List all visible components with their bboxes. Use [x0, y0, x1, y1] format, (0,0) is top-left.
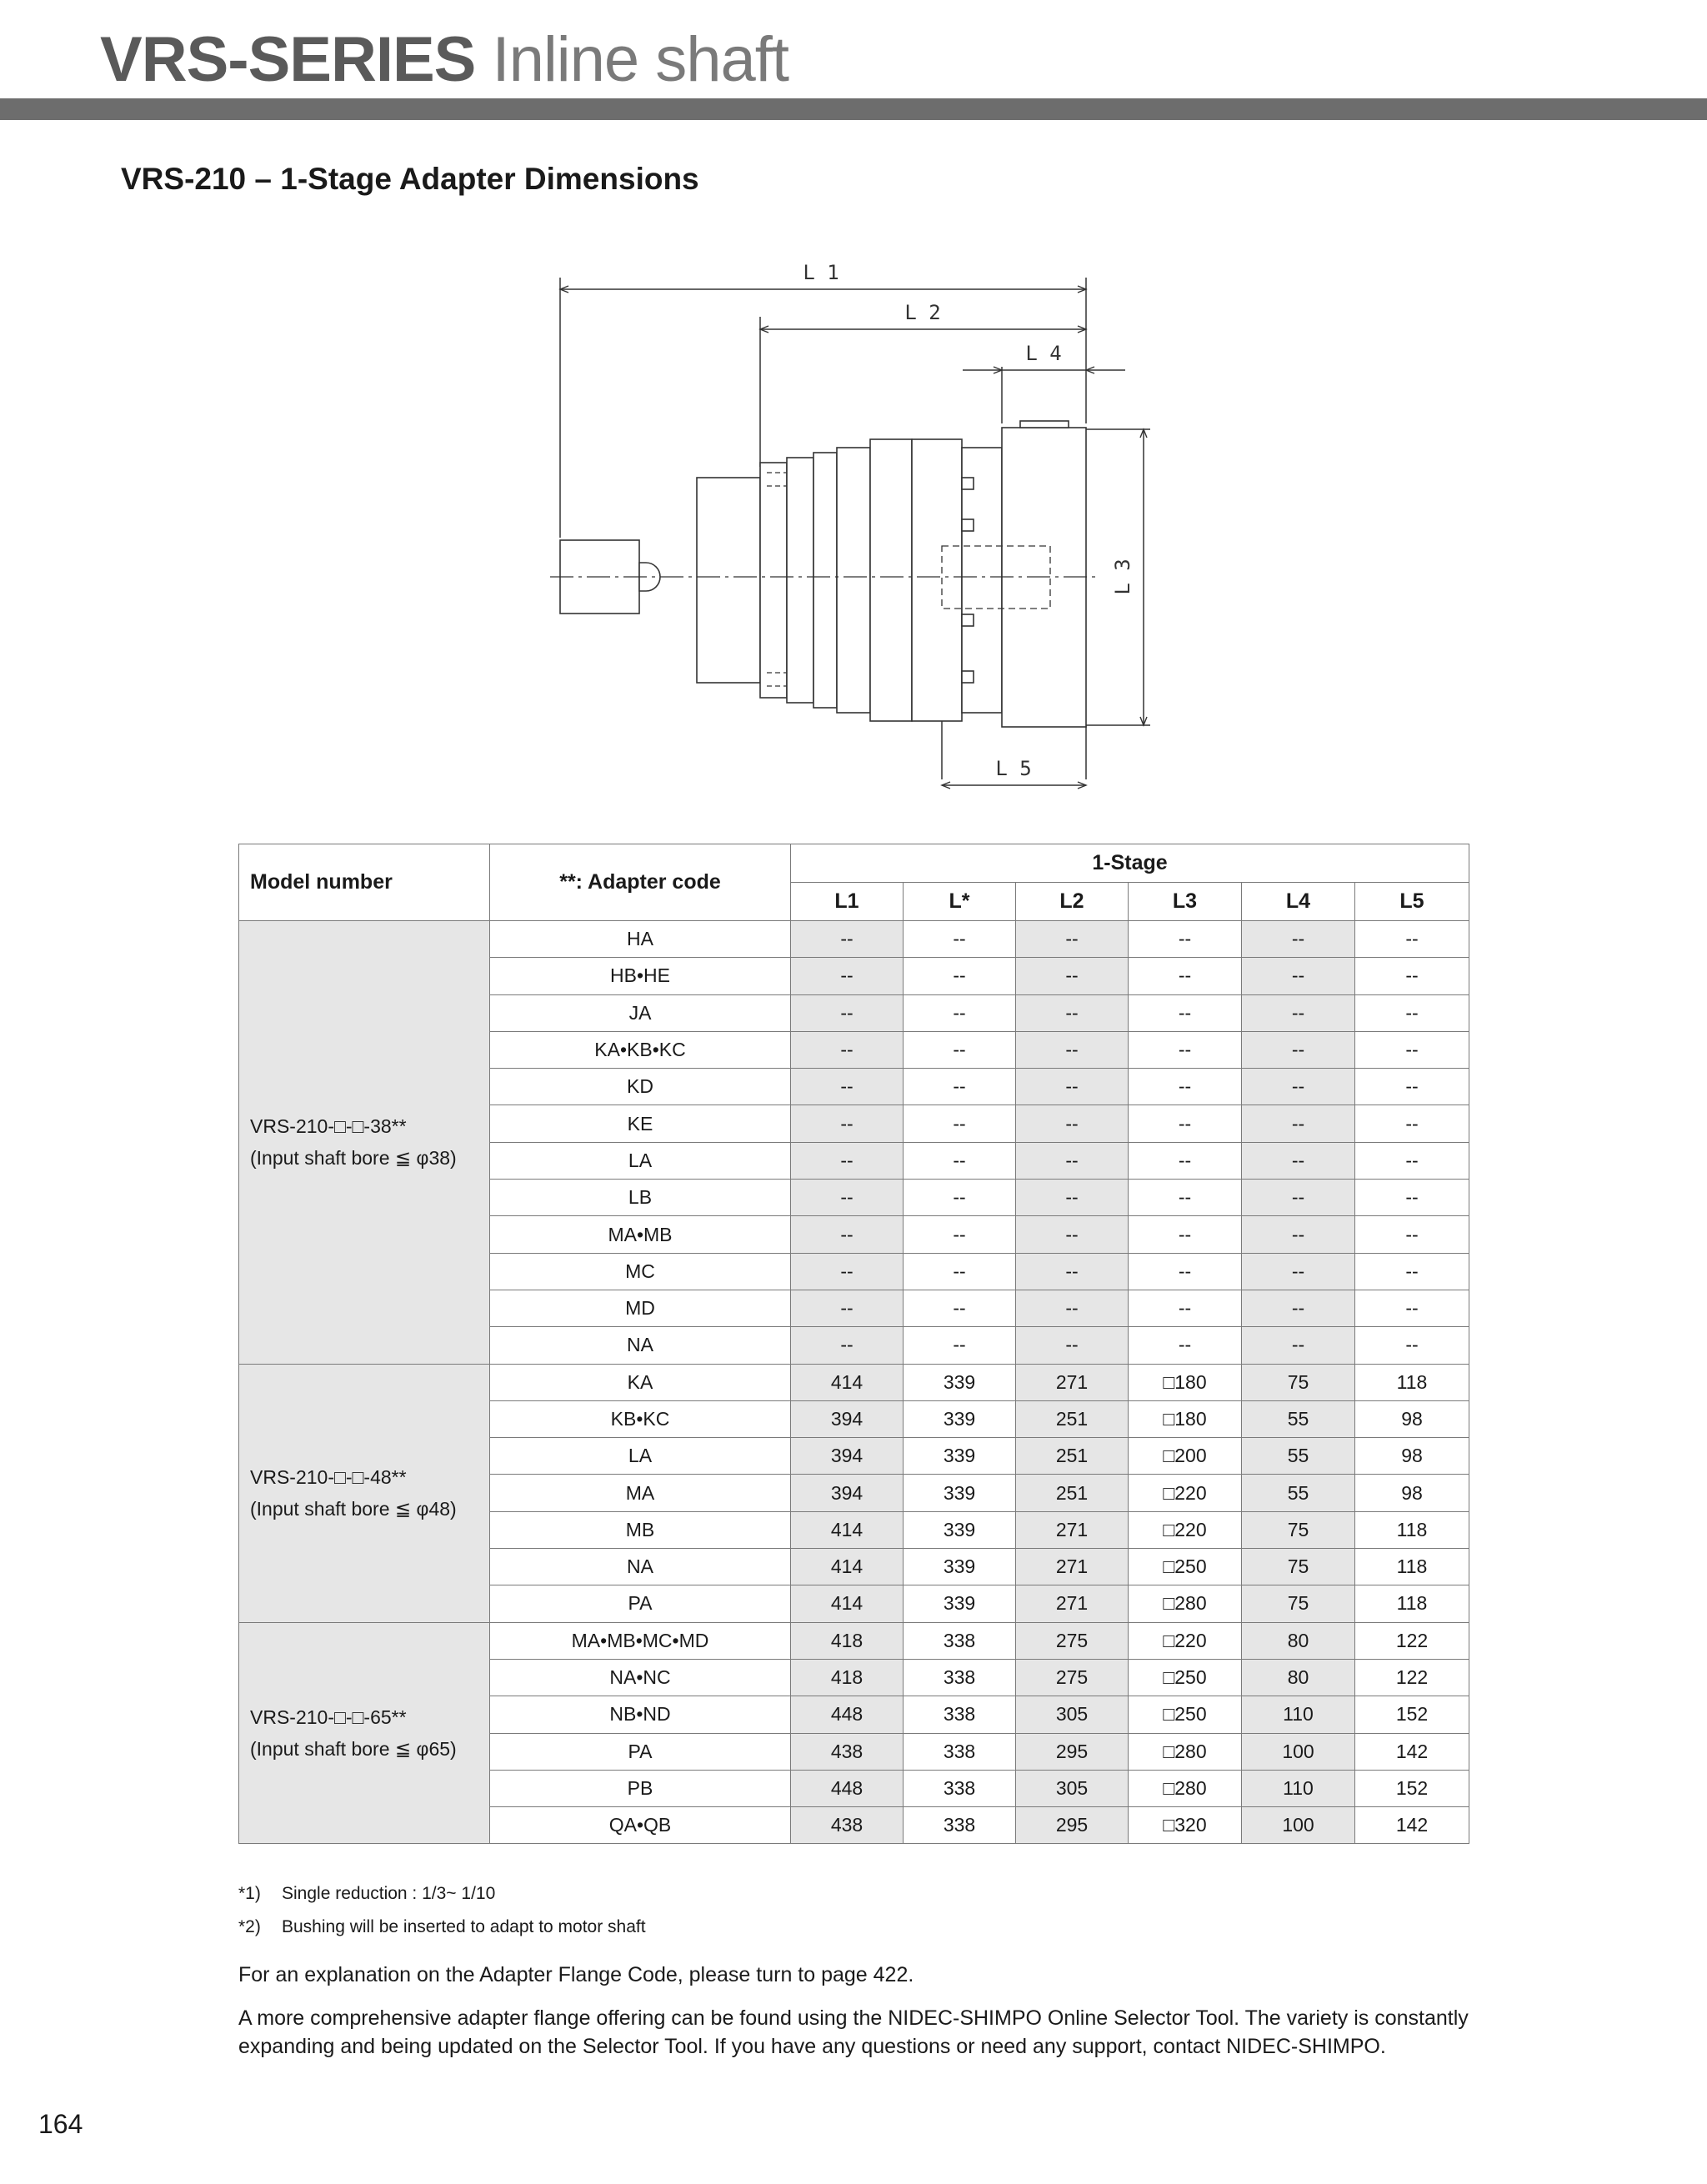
dimension-cell-l4: --: [1242, 1253, 1355, 1290]
dimension-cell-l5: 118: [1355, 1585, 1469, 1622]
dimension-cell-l2: 271: [1016, 1364, 1129, 1400]
dimension-cell-l1: --: [791, 921, 904, 958]
adapter-code-cell: HB•HE: [490, 958, 791, 994]
dimension-cell-l1: --: [791, 1031, 904, 1068]
dimension-cell-l1: --: [791, 1069, 904, 1105]
adapter-code-cell: MC: [490, 1253, 791, 1290]
dimension-cell-l5: 142: [1355, 1807, 1469, 1844]
dimension-cell-l2: --: [1016, 1290, 1129, 1326]
header-col-l3: L3: [1129, 883, 1242, 921]
table-row: [239, 921, 1469, 958]
dimension-cell-l5: --: [1355, 1105, 1469, 1142]
dimension-cell-l4: --: [1242, 994, 1355, 1031]
dimension-cell-l4: 75: [1242, 1549, 1355, 1585]
dimension-cell-l2: --: [1016, 1142, 1129, 1179]
dimension-cell-l2: --: [1016, 1031, 1129, 1068]
header-model-number: Model number: [239, 844, 490, 921]
dimension-cell-l3: □280: [1129, 1770, 1242, 1806]
dimension-cell-l3: --: [1129, 958, 1242, 994]
footnote: [238, 1911, 646, 1944]
dimension-cell-l2: --: [1016, 1216, 1129, 1253]
dimension-cell-l4: 75: [1242, 1511, 1355, 1548]
adapter-code-cell: MD: [490, 1290, 791, 1326]
footnotes: [238, 1877, 646, 1944]
dimension-cell-l5: --: [1355, 994, 1469, 1031]
dimension-cell-l3: □250: [1129, 1696, 1242, 1733]
dimension-cell-l-star: --: [904, 1069, 1016, 1105]
adapter-code-cell: PA: [490, 1733, 791, 1770]
dimension-cell-l-star: 338: [904, 1696, 1016, 1733]
dimension-cell-l2: 295: [1016, 1807, 1129, 1844]
input-shaft-bore: (Input shaft bore ≦ φ48): [250, 1498, 457, 1520]
dimension-cell-l2: --: [1016, 1327, 1129, 1364]
series-name: VRS-SERIES: [100, 24, 476, 95]
model-number: VRS-210-□-□-65**: [250, 1706, 407, 1729]
dimension-cell-l1: 418: [791, 1659, 904, 1696]
dimension-cell-l2: 251: [1016, 1475, 1129, 1511]
dimension-cell-l-star: 339: [904, 1438, 1016, 1475]
dimension-cell-l3: □220: [1129, 1622, 1242, 1659]
model-number-cell: [239, 921, 490, 1365]
dimension-cell-l1: 414: [791, 1585, 904, 1622]
dimension-cell-l-star: 339: [904, 1364, 1016, 1400]
dimension-cell-l5: 118: [1355, 1549, 1469, 1585]
series-subtitle: Inline shaft: [492, 24, 789, 95]
dimension-cell-l3: --: [1129, 1216, 1242, 1253]
dimension-cell-l-star: --: [904, 1105, 1016, 1142]
adapter-code-cell: KB•KC: [490, 1400, 791, 1437]
dimension-cell-l4: 110: [1242, 1770, 1355, 1806]
dimension-cell-l-star: --: [904, 921, 1016, 958]
dimension-cell-l-star: 338: [904, 1622, 1016, 1659]
dimension-cell-l5: 98: [1355, 1400, 1469, 1437]
dimension-cell-l3: --: [1129, 1069, 1242, 1105]
dimension-cell-l2: --: [1016, 1105, 1129, 1142]
dimension-cell-l5: --: [1355, 1180, 1469, 1216]
dimension-cell-l2: 271: [1016, 1585, 1129, 1622]
input-shaft-bore: (Input shaft bore ≦ φ38): [250, 1147, 457, 1170]
adapter-code-cell: NB•ND: [490, 1696, 791, 1733]
dimension-cell-l-star: 338: [904, 1770, 1016, 1806]
dimension-drawing: [517, 254, 1184, 804]
dimension-cell-l-star: --: [904, 1031, 1016, 1068]
dimension-cell-l4: 110: [1242, 1696, 1355, 1733]
dimension-cell-l4: --: [1242, 1069, 1355, 1105]
dimension-cell-l2: --: [1016, 958, 1129, 994]
dimension-cell-l4: 55: [1242, 1400, 1355, 1437]
dimension-cell-l4: --: [1242, 1105, 1355, 1142]
dimension-cell-l4: --: [1242, 1180, 1355, 1216]
dimension-cell-l4: --: [1242, 1216, 1355, 1253]
dimension-cell-l4: 100: [1242, 1733, 1355, 1770]
header-adapter-code: **: Adapter code: [490, 844, 791, 921]
footnote-mark: *2): [238, 1917, 261, 1936]
dimension-cell-l4: 55: [1242, 1438, 1355, 1475]
dimension-cell-l2: 275: [1016, 1622, 1129, 1659]
dimension-cell-l3: --: [1129, 921, 1242, 958]
adapter-code-cell: MA•MB: [490, 1216, 791, 1253]
dimension-cell-l1: 394: [791, 1400, 904, 1437]
dimension-cell-l1: 448: [791, 1770, 904, 1806]
header-col-l1: L1: [791, 883, 904, 921]
dimension-cell-l-star: 339: [904, 1549, 1016, 1585]
dimension-cell-l-star: --: [904, 1216, 1016, 1253]
dimension-cell-l1: --: [791, 1253, 904, 1290]
dimension-cell-l3: □200: [1129, 1438, 1242, 1475]
dimension-cell-l-star: 338: [904, 1807, 1016, 1844]
dimension-cell-l1: 414: [791, 1549, 904, 1585]
dimension-cell-l1: --: [791, 1180, 904, 1216]
dimension-cell-l5: --: [1355, 1069, 1469, 1105]
dimension-cell-l4: 75: [1242, 1585, 1355, 1622]
header-col-l2: L2: [1016, 883, 1129, 921]
dimension-cell-l-star: 339: [904, 1475, 1016, 1511]
adapter-code-cell: KA: [490, 1364, 791, 1400]
dimension-cell-l-star: 338: [904, 1733, 1016, 1770]
dimension-cell-l1: 394: [791, 1475, 904, 1511]
dimension-cell-l3: --: [1129, 1290, 1242, 1326]
dimension-cell-l3: □320: [1129, 1807, 1242, 1844]
dimension-cell-l2: 251: [1016, 1400, 1129, 1437]
footnote-text: Bushing will be inserted to adapt to motor shaft: [282, 1917, 646, 1936]
dimension-cell-l5: --: [1355, 921, 1469, 958]
adapter-code-cell: MB: [490, 1511, 791, 1548]
dimension-cell-l3: □220: [1129, 1475, 1242, 1511]
dimension-cell-l1: 414: [791, 1511, 904, 1548]
dimension-cell-l4: --: [1242, 921, 1355, 958]
dimension-cell-l-star: 338: [904, 1659, 1016, 1696]
dimension-cell-l-star: 339: [904, 1585, 1016, 1622]
dimension-cell-l3: --: [1129, 1180, 1242, 1216]
dimension-cell-l3: --: [1129, 1327, 1242, 1364]
dimension-cell-l4: 80: [1242, 1622, 1355, 1659]
dim-label-l3: L 3: [1111, 559, 1134, 595]
dimension-cell-l5: 142: [1355, 1733, 1469, 1770]
dimension-cell-l2: --: [1016, 1180, 1129, 1216]
dimension-cell-l1: --: [791, 1327, 904, 1364]
adapter-code-cell: PA: [490, 1585, 791, 1622]
dimension-cell-l5: 152: [1355, 1770, 1469, 1806]
dimension-cell-l5: --: [1355, 1142, 1469, 1179]
dimension-cell-l5: 152: [1355, 1696, 1469, 1733]
dimension-cell-l1: --: [791, 1142, 904, 1179]
dimension-cell-l-star: 339: [904, 1511, 1016, 1548]
dim-label-l1: L 1: [803, 261, 839, 284]
adapter-code-cell: KE: [490, 1105, 791, 1142]
dimension-cell-l4: --: [1242, 1327, 1355, 1364]
dimension-cell-l-star: --: [904, 1180, 1016, 1216]
adapter-code-cell: LA: [490, 1438, 791, 1475]
input-shaft-bore: (Input shaft bore ≦ φ65): [250, 1738, 457, 1761]
dimension-cell-l5: 118: [1355, 1364, 1469, 1400]
dimension-cell-l3: --: [1129, 1253, 1242, 1290]
adapter-code-cell: JA: [490, 994, 791, 1031]
dimension-cell-l1: 394: [791, 1438, 904, 1475]
dimension-cell-l5: 118: [1355, 1511, 1469, 1548]
dimension-cell-l1: --: [791, 958, 904, 994]
dimension-cell-l4: 55: [1242, 1475, 1355, 1511]
dimension-cell-l3: □280: [1129, 1585, 1242, 1622]
dimension-cell-l4: --: [1242, 1290, 1355, 1326]
dimension-cell-l3: --: [1129, 1142, 1242, 1179]
dimension-cell-l3: □180: [1129, 1400, 1242, 1437]
dimension-cell-l3: □180: [1129, 1364, 1242, 1400]
table-row: [239, 1364, 1469, 1400]
dimension-cell-l-star: --: [904, 958, 1016, 994]
model-number-cell: [239, 1622, 490, 1844]
dimension-cell-l1: 448: [791, 1696, 904, 1733]
dim-label-l5: L 5: [995, 757, 1032, 780]
dimension-cell-l4: 75: [1242, 1364, 1355, 1400]
dimension-cell-l2: --: [1016, 994, 1129, 1031]
dimension-cell-l2: --: [1016, 921, 1129, 958]
dimension-cell-l1: --: [791, 1105, 904, 1142]
paragraph-adapter-flange-code: For an explanation on the Adapter Flange Code, please turn to page 422.: [238, 1963, 914, 1986]
dimension-cell-l-star: --: [904, 1327, 1016, 1364]
dimension-cell-l5: --: [1355, 1031, 1469, 1068]
dimension-cell-l2: 271: [1016, 1511, 1129, 1548]
dimension-cell-l2: 305: [1016, 1770, 1129, 1806]
dimension-cell-l5: --: [1355, 1216, 1469, 1253]
dim-label-l4: L 4: [1025, 342, 1062, 365]
adapter-code-cell: NA: [490, 1327, 791, 1364]
adapter-code-cell: NA: [490, 1549, 791, 1585]
dimension-cell-l5: 122: [1355, 1622, 1469, 1659]
dimension-cell-l3: --: [1129, 1031, 1242, 1068]
dimension-cell-l-star: 339: [904, 1400, 1016, 1437]
dimension-cell-l1: --: [791, 994, 904, 1031]
adapter-code-cell: PB: [490, 1770, 791, 1806]
dimension-cell-l2: 295: [1016, 1733, 1129, 1770]
dimension-cell-l-star: --: [904, 1253, 1016, 1290]
dimension-cell-l5: --: [1355, 1290, 1469, 1326]
header-col-l-star: L*: [904, 883, 1016, 921]
footnote-mark: *1): [238, 1884, 261, 1903]
dimension-cell-l5: 98: [1355, 1475, 1469, 1511]
dimension-cell-l5: 98: [1355, 1438, 1469, 1475]
dim-label-l2: L 2: [904, 301, 941, 324]
dimension-cell-l3: □220: [1129, 1511, 1242, 1548]
model-number-cell: [239, 1364, 490, 1622]
dimension-cell-l3: □250: [1129, 1549, 1242, 1585]
dimension-cell-l1: 438: [791, 1733, 904, 1770]
dimension-cell-l5: --: [1355, 1253, 1469, 1290]
dimension-cell-l1: 438: [791, 1807, 904, 1844]
dimension-cell-l2: --: [1016, 1069, 1129, 1105]
dimension-cell-l2: 275: [1016, 1659, 1129, 1696]
dimension-cell-l1: 414: [791, 1364, 904, 1400]
header-bar: [0, 98, 1707, 120]
dimension-cell-l4: --: [1242, 958, 1355, 994]
adapter-code-cell: LB: [490, 1180, 791, 1216]
dimension-cell-l5: 122: [1355, 1659, 1469, 1696]
adapter-code-cell: KA•KB•KC: [490, 1031, 791, 1068]
dimension-cell-l4: 100: [1242, 1807, 1355, 1844]
dimension-cell-l2: --: [1016, 1253, 1129, 1290]
dimension-cell-l2: 305: [1016, 1696, 1129, 1733]
dimension-cell-l-star: --: [904, 1290, 1016, 1326]
adapter-code-cell: QA•QB: [490, 1807, 791, 1844]
adapter-code-cell: KD: [490, 1069, 791, 1105]
adapter-code-cell: LA: [490, 1142, 791, 1179]
model-number: VRS-210-□-□-38**: [250, 1115, 407, 1138]
adapter-dimensions-table: [238, 844, 1469, 1844]
adapter-code-cell: NA•NC: [490, 1659, 791, 1696]
dimension-cell-l1: 418: [791, 1622, 904, 1659]
paragraph-selector-tool: A more comprehensive adapter flange offering can be found using the NIDEC-SHIMPO Online Selector Tool. The variety is constantly expanding and being updated on the Selector Tool. If you have any questions or need any support, contact NIDEC-SHIMPO.: [238, 2006, 1469, 2058]
dimension-cell-l4: 80: [1242, 1659, 1355, 1696]
model-number: VRS-210-□-□-48**: [250, 1466, 407, 1489]
dimension-cell-l3: --: [1129, 994, 1242, 1031]
page-header-title: [100, 18, 788, 102]
dimension-cell-l3: --: [1129, 1105, 1242, 1142]
dimension-cell-l1: --: [791, 1216, 904, 1253]
dimension-cell-l5: --: [1355, 1327, 1469, 1364]
dimension-cell-l4: --: [1242, 1031, 1355, 1068]
section-title: VRS-210 – 1-Stage Adapter Dimensions: [121, 162, 699, 196]
adapter-code-cell: MA•MB•MC•MD: [490, 1622, 791, 1659]
dimension-cell-l3: □280: [1129, 1733, 1242, 1770]
adapter-code-cell: MA: [490, 1475, 791, 1511]
dimension-cell-l1: --: [791, 1290, 904, 1326]
dimension-cell-l2: 251: [1016, 1438, 1129, 1475]
header-col-l4: L4: [1242, 883, 1355, 921]
header-1-stage: 1-Stage: [791, 844, 1469, 883]
footnote: [238, 1877, 646, 1911]
dimension-cell-l-star: --: [904, 1142, 1016, 1179]
footnote-text: Single reduction : 1/3~ 1/10: [282, 1884, 496, 1903]
dimension-cell-l-star: --: [904, 994, 1016, 1031]
dimension-cell-l4: --: [1242, 1142, 1355, 1179]
dimension-cell-l5: --: [1355, 958, 1469, 994]
adapter-code-cell: HA: [490, 921, 791, 958]
table-row: [239, 1622, 1469, 1659]
dimension-cell-l3: □250: [1129, 1659, 1242, 1696]
page-number: 164: [38, 2109, 83, 2139]
dimension-cell-l2: 271: [1016, 1549, 1129, 1585]
header-col-l5: L5: [1355, 883, 1469, 921]
